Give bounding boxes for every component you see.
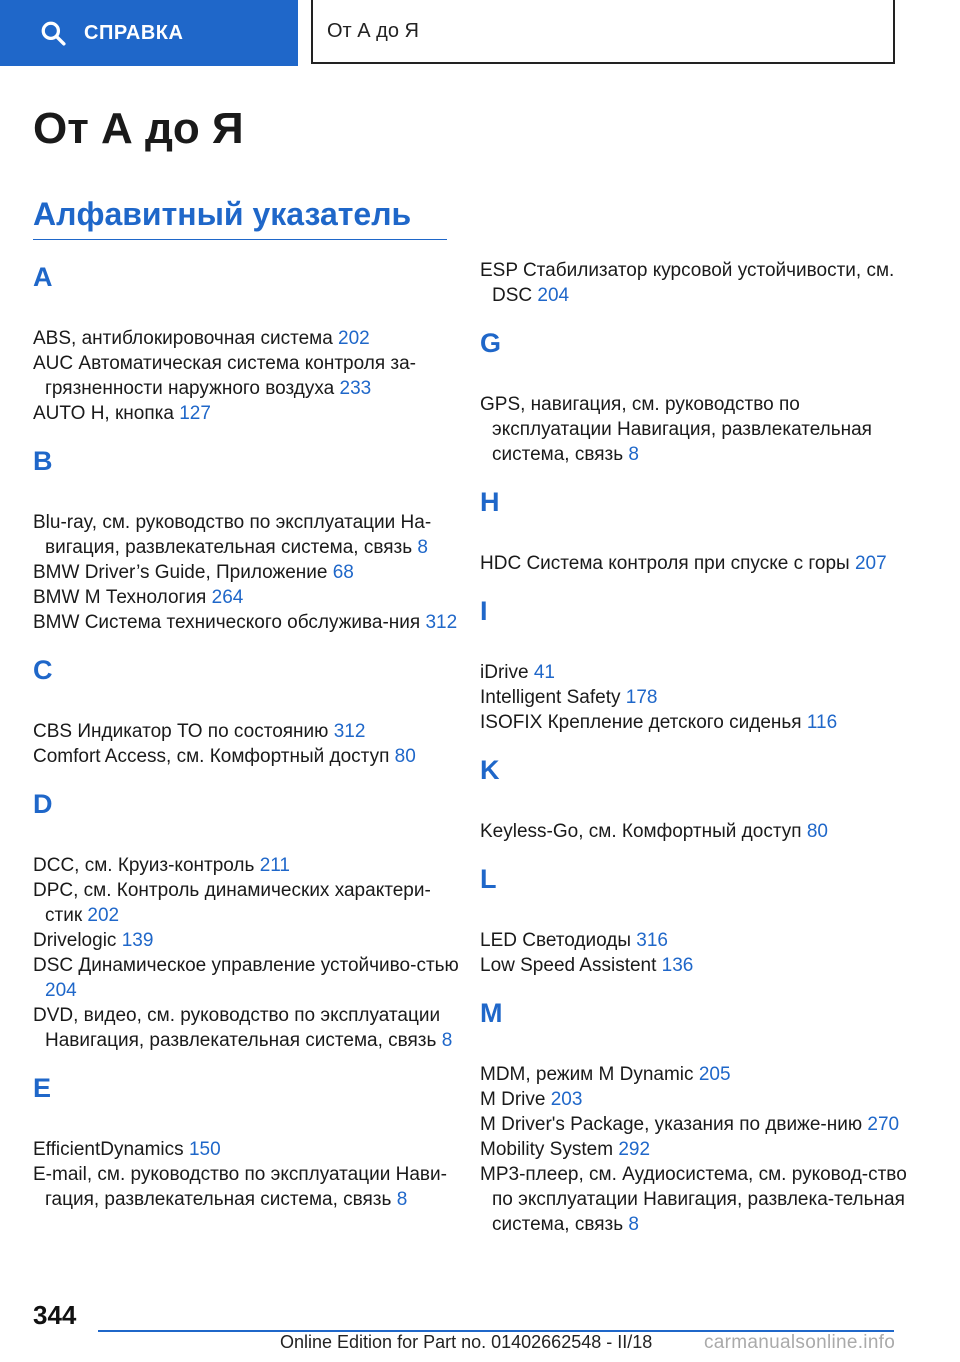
- index-entry-text: LED Светодиоды: [480, 930, 632, 951]
- index-entry-text: Intelligent Safety: [480, 687, 621, 708]
- group-gap: [480, 576, 910, 592]
- index-entry-text: iDrive: [480, 662, 529, 683]
- page-link[interactable]: 211: [259, 855, 290, 876]
- page-title: От А до Я: [33, 104, 244, 153]
- index-entry-text: M Driver's Package, указания по движе-нию: [480, 1114, 863, 1135]
- page-link[interactable]: 204: [45, 980, 77, 1001]
- index-entry: [33, 351, 463, 401]
- footer-edition: Online Edition for Part no. 01402662548 - II/18: [280, 1332, 653, 1352]
- index-entry: [480, 1162, 910, 1237]
- group-gap: [480, 467, 910, 483]
- index-entry-text: DVD, видео, см. руководство по эксплуатации Навигация, развлекательная система, связь: [33, 1005, 441, 1051]
- index-entry-text: Drivelogic: [33, 930, 117, 951]
- index-entry-text: BMW Driver’s Guide, Приложение: [33, 562, 328, 583]
- page-link[interactable]: 202: [87, 905, 120, 926]
- index-entry: [33, 560, 463, 585]
- help-button[interactable]: [0, 0, 298, 66]
- group-gap: [33, 426, 463, 442]
- page-link[interactable]: 205: [698, 1064, 731, 1085]
- page-number: 344: [33, 1300, 77, 1330]
- index-entry-text: Keyless-Go, см. Комфортный доступ: [480, 821, 802, 842]
- page-link[interactable]: 312: [333, 721, 366, 742]
- group-gap: [33, 635, 463, 651]
- index-letter-heading: C: [33, 655, 53, 685]
- index-entry-text: ESP Стабилизатор курсовой устойчивости, см. DSC: [480, 260, 895, 306]
- index-entry: [33, 953, 463, 1003]
- index-letter-heading: H: [480, 487, 500, 517]
- section-tab[interactable]: [311, 0, 895, 64]
- index-entry-text: ABS, антиблокировочная система: [33, 328, 333, 349]
- page-link[interactable]: 8: [628, 444, 639, 465]
- index-letter-heading: I: [480, 596, 488, 626]
- index-entry-text: EfficientDynamics: [33, 1139, 184, 1160]
- index-entry: [33, 744, 463, 769]
- index-entry: [33, 585, 463, 610]
- index-entry: [33, 719, 463, 744]
- group-gap: [33, 1212, 463, 1228]
- index-entry: [480, 1062, 910, 1087]
- index-entry: [33, 401, 463, 426]
- page-link[interactable]: 292: [618, 1139, 651, 1160]
- index-letter-heading: M: [480, 998, 503, 1028]
- group-gap: [480, 978, 910, 994]
- page-link[interactable]: 8: [417, 537, 428, 558]
- index-entry-text: Low Speed Assistent: [480, 955, 657, 976]
- page-link[interactable]: 136: [661, 955, 694, 976]
- page-link[interactable]: 41: [533, 662, 555, 683]
- group-gap: [33, 1053, 463, 1069]
- index-letter-heading: L: [480, 864, 497, 894]
- page-link[interactable]: 178: [625, 687, 658, 708]
- page-link[interactable]: 80: [806, 821, 828, 842]
- top-bar: [0, 0, 960, 66]
- index-entry: [33, 878, 463, 928]
- index-entry: [33, 610, 463, 635]
- index-entry: [33, 1003, 463, 1053]
- index-entry-text: DCC, см. Круиз-контроль: [33, 855, 255, 876]
- index-entry: [480, 392, 910, 467]
- page-link[interactable]: 139: [121, 930, 154, 951]
- index-entry: [33, 510, 463, 560]
- page-subtitle: Алфавитный указатель: [33, 196, 447, 240]
- index-entry-text: DSC Динамическое управление устойчиво-стью: [33, 955, 459, 976]
- index-letter-heading: K: [480, 755, 500, 785]
- page-link[interactable]: 150: [188, 1139, 221, 1160]
- group-gap: [480, 1237, 910, 1253]
- page-link[interactable]: 68: [332, 562, 354, 583]
- index-entry-text: AUC Автоматическая система контроля за-грязненности наружного воздуха: [33, 353, 416, 399]
- page-link[interactable]: 264: [211, 587, 244, 608]
- group-gap: [480, 844, 910, 860]
- index-entry: [480, 710, 910, 735]
- section-label: От А до Я: [327, 19, 419, 42]
- index-entry: [33, 853, 463, 878]
- index-entry-text: Comfort Access, см. Комфортный доступ: [33, 746, 390, 767]
- index-entry-text: MDM, режим M Dynamic: [480, 1064, 694, 1085]
- index-entry: [480, 928, 910, 953]
- page-link[interactable]: 80: [394, 746, 416, 767]
- index-entry: [33, 928, 463, 953]
- index-entry: [480, 685, 910, 710]
- index-letter-heading: G: [480, 328, 502, 358]
- index-entry: [33, 1162, 463, 1212]
- page-link[interactable]: 116: [806, 712, 838, 733]
- page-link[interactable]: 207: [854, 553, 887, 574]
- page-link[interactable]: 127: [179, 403, 211, 424]
- page-link[interactable]: 203: [550, 1089, 583, 1110]
- index-entry: [480, 1087, 910, 1112]
- index-entry: [480, 1137, 910, 1162]
- index-letter-heading: A: [33, 262, 53, 292]
- page-link[interactable]: 233: [339, 378, 372, 399]
- page-link[interactable]: 204: [537, 285, 570, 306]
- page-link[interactable]: 202: [338, 328, 370, 349]
- help-label: СПРАВКА: [84, 21, 184, 44]
- index-entry-text: MP3-плеер, см. Аудиосистема, см. руковод-ство по эксплуатации Навигация, развлека-тельная система, связь: [480, 1164, 907, 1235]
- page-link[interactable]: 316: [636, 930, 668, 951]
- index-entry-text: M Drive: [480, 1089, 546, 1110]
- index-entry-text: BMW Система технического обслужива-ния: [33, 612, 421, 633]
- index-entry: [480, 258, 910, 308]
- index-entry-text: AUTO H, кнопка: [33, 403, 174, 424]
- index-entry-text: Blu-ray, см. руководство по эксплуатации На-вигация, развлекательная система, связь: [33, 512, 432, 558]
- index-entry: [480, 1112, 910, 1137]
- index-entry: [480, 953, 910, 978]
- group-gap: [480, 308, 910, 324]
- index-entry-text: HDC Система контроля при спуске с горы: [480, 553, 850, 574]
- index-entry-text: ISOFIX Крепление детского сиденья: [480, 712, 802, 733]
- index-entry-text: E-mail, см. руководство по эксплуатации Нави-гация, развлекательная система, связь: [33, 1164, 447, 1210]
- index-entry: [33, 1137, 463, 1162]
- index-entry: [480, 819, 910, 844]
- watermark: carmanualsonline.info: [704, 1332, 896, 1353]
- index-letter-heading: B: [33, 446, 53, 476]
- page-link[interactable]: 8: [396, 1189, 408, 1210]
- group-gap: [33, 769, 463, 785]
- index-entry: [480, 660, 910, 685]
- index-entry-text: GPS, навигация, см. руководство по эксплуатации Навигация, развлекательная система, связь: [480, 394, 872, 465]
- index-entry-text: CBS Индикатор ТО по состоянию: [33, 721, 329, 742]
- index-entry: [480, 551, 910, 576]
- index-entry-text: BMW M Технология: [33, 587, 207, 608]
- page-link[interactable]: 8: [628, 1214, 639, 1235]
- search-icon: [40, 20, 66, 46]
- page-link[interactable]: 312: [425, 612, 458, 633]
- index-entry-text: Mobility System: [480, 1139, 614, 1160]
- page-link[interactable]: 270: [867, 1114, 900, 1135]
- index-letter-heading: D: [33, 789, 53, 819]
- index-entry: [33, 326, 463, 351]
- index-column-right: [480, 258, 910, 1253]
- index-letter-heading: E: [33, 1073, 52, 1103]
- group-gap: [480, 735, 910, 751]
- page-link[interactable]: 8: [441, 1030, 453, 1051]
- index-entry-text: DPC, см. Контроль динамических характери-стик: [33, 880, 431, 926]
- index-column-left: [33, 258, 463, 1228]
